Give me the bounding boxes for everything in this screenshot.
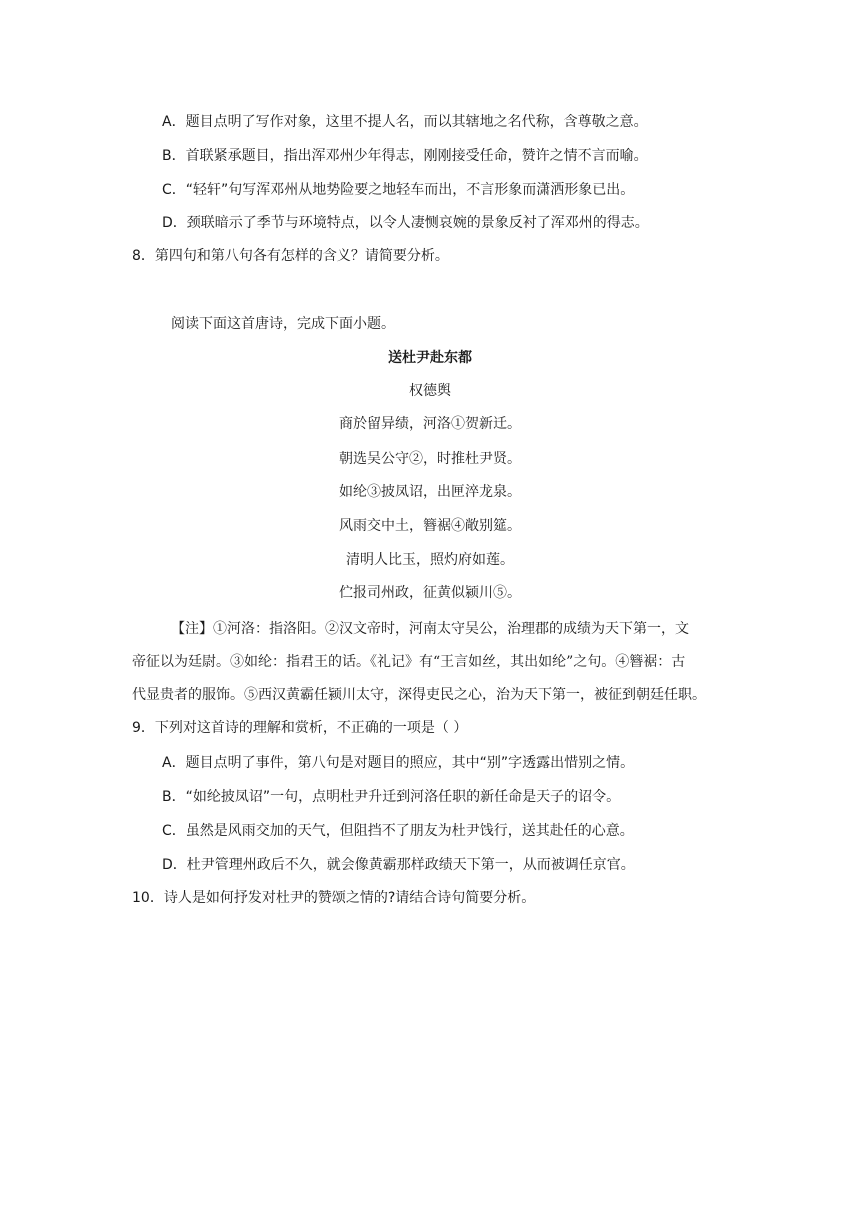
question-10: 10．诗人是如何抒发对杜尹的赞颂之情的?请结合诗句简要分析。 xyxy=(132,890,536,906)
q7-option-b: B．首联紧承题目，指出浑邓州少年得志，刚刚接受任命，赞许之情不言而喻。 xyxy=(162,148,648,164)
poem-line-2: 朝选吴公守②，时推杜尹贤。 xyxy=(339,451,521,467)
q7-option-d: D．颈联暗示了季节与环境特点，以令人凄恻哀婉的景象反衬了浑邓州的得志。 xyxy=(162,215,649,231)
note-line-3: 代显贵者的服饰。⑤西汉黄霸任颍川太守，深得吏民之心，治为天下第一，被征到朝廷任职。 xyxy=(132,687,706,703)
q9-option-c: C．虽然是风雨交加的天气，但阻挡不了朋友为杜尹饯行，送其赴任的心意。 xyxy=(162,823,634,839)
note-line-2: 帝征以为廷尉。③如纶：指君王的话。《礼记》有“王言如丝，其出如纶”之句。④簪裾：古 xyxy=(132,654,686,670)
note-line-1: 【注】①河洛：指洛阳。②汉文帝时，河南太守吴公，治理郡的成绩为天下第一，文 xyxy=(171,621,689,637)
q9-option-d: D．杜尹管理州政后不久，就会像黄霸那样政绩天下第一，从而被调任京官。 xyxy=(162,857,635,873)
q9-option-b: B．“如纶披凤诏”一句，点明杜尹升迁到河洛任职的新任命是天子的诏令。 xyxy=(162,789,621,805)
poem-author: 权德舆 xyxy=(409,383,451,399)
poem-title: 送杜尹赴东都 xyxy=(388,350,472,366)
poem-line-5: 清明人比玉，照灼府如莲。 xyxy=(346,552,514,568)
reading-intro: 阅读下面这首唐诗，完成下面小题。 xyxy=(171,316,395,332)
poem-line-4: 风雨交中土，簪裾④敞别筵。 xyxy=(339,518,521,534)
q7-option-c: C．“轻轩”句写浑邓州从地势险要之地轻车而出，不言形象而潇洒形象已出。 xyxy=(162,182,635,198)
q7-option-a: A．题目点明了写作对象，这里不提人名，而以其辖地之名代称，含尊敬之意。 xyxy=(162,114,648,130)
poem-line-6: 伫报司州政，征黄似颍川⑤。 xyxy=(339,585,521,601)
q9-option-a: A．题目点明了事件，第八句是对题目的照应，其中“别”字透露出惜别之情。 xyxy=(162,755,635,771)
question-8: 8．第四句和第八句各有怎样的含义？请简要分析。 xyxy=(132,248,449,264)
question-9: 9．下列对这首诗的理解和赏析，不正确的一项是（ ） xyxy=(132,720,468,736)
poem-line-3: 如纶③披凤诏，出匣淬龙泉。 xyxy=(339,484,521,500)
poem-line-1: 商於留异绩，河洛①贺新迁。 xyxy=(339,416,521,432)
